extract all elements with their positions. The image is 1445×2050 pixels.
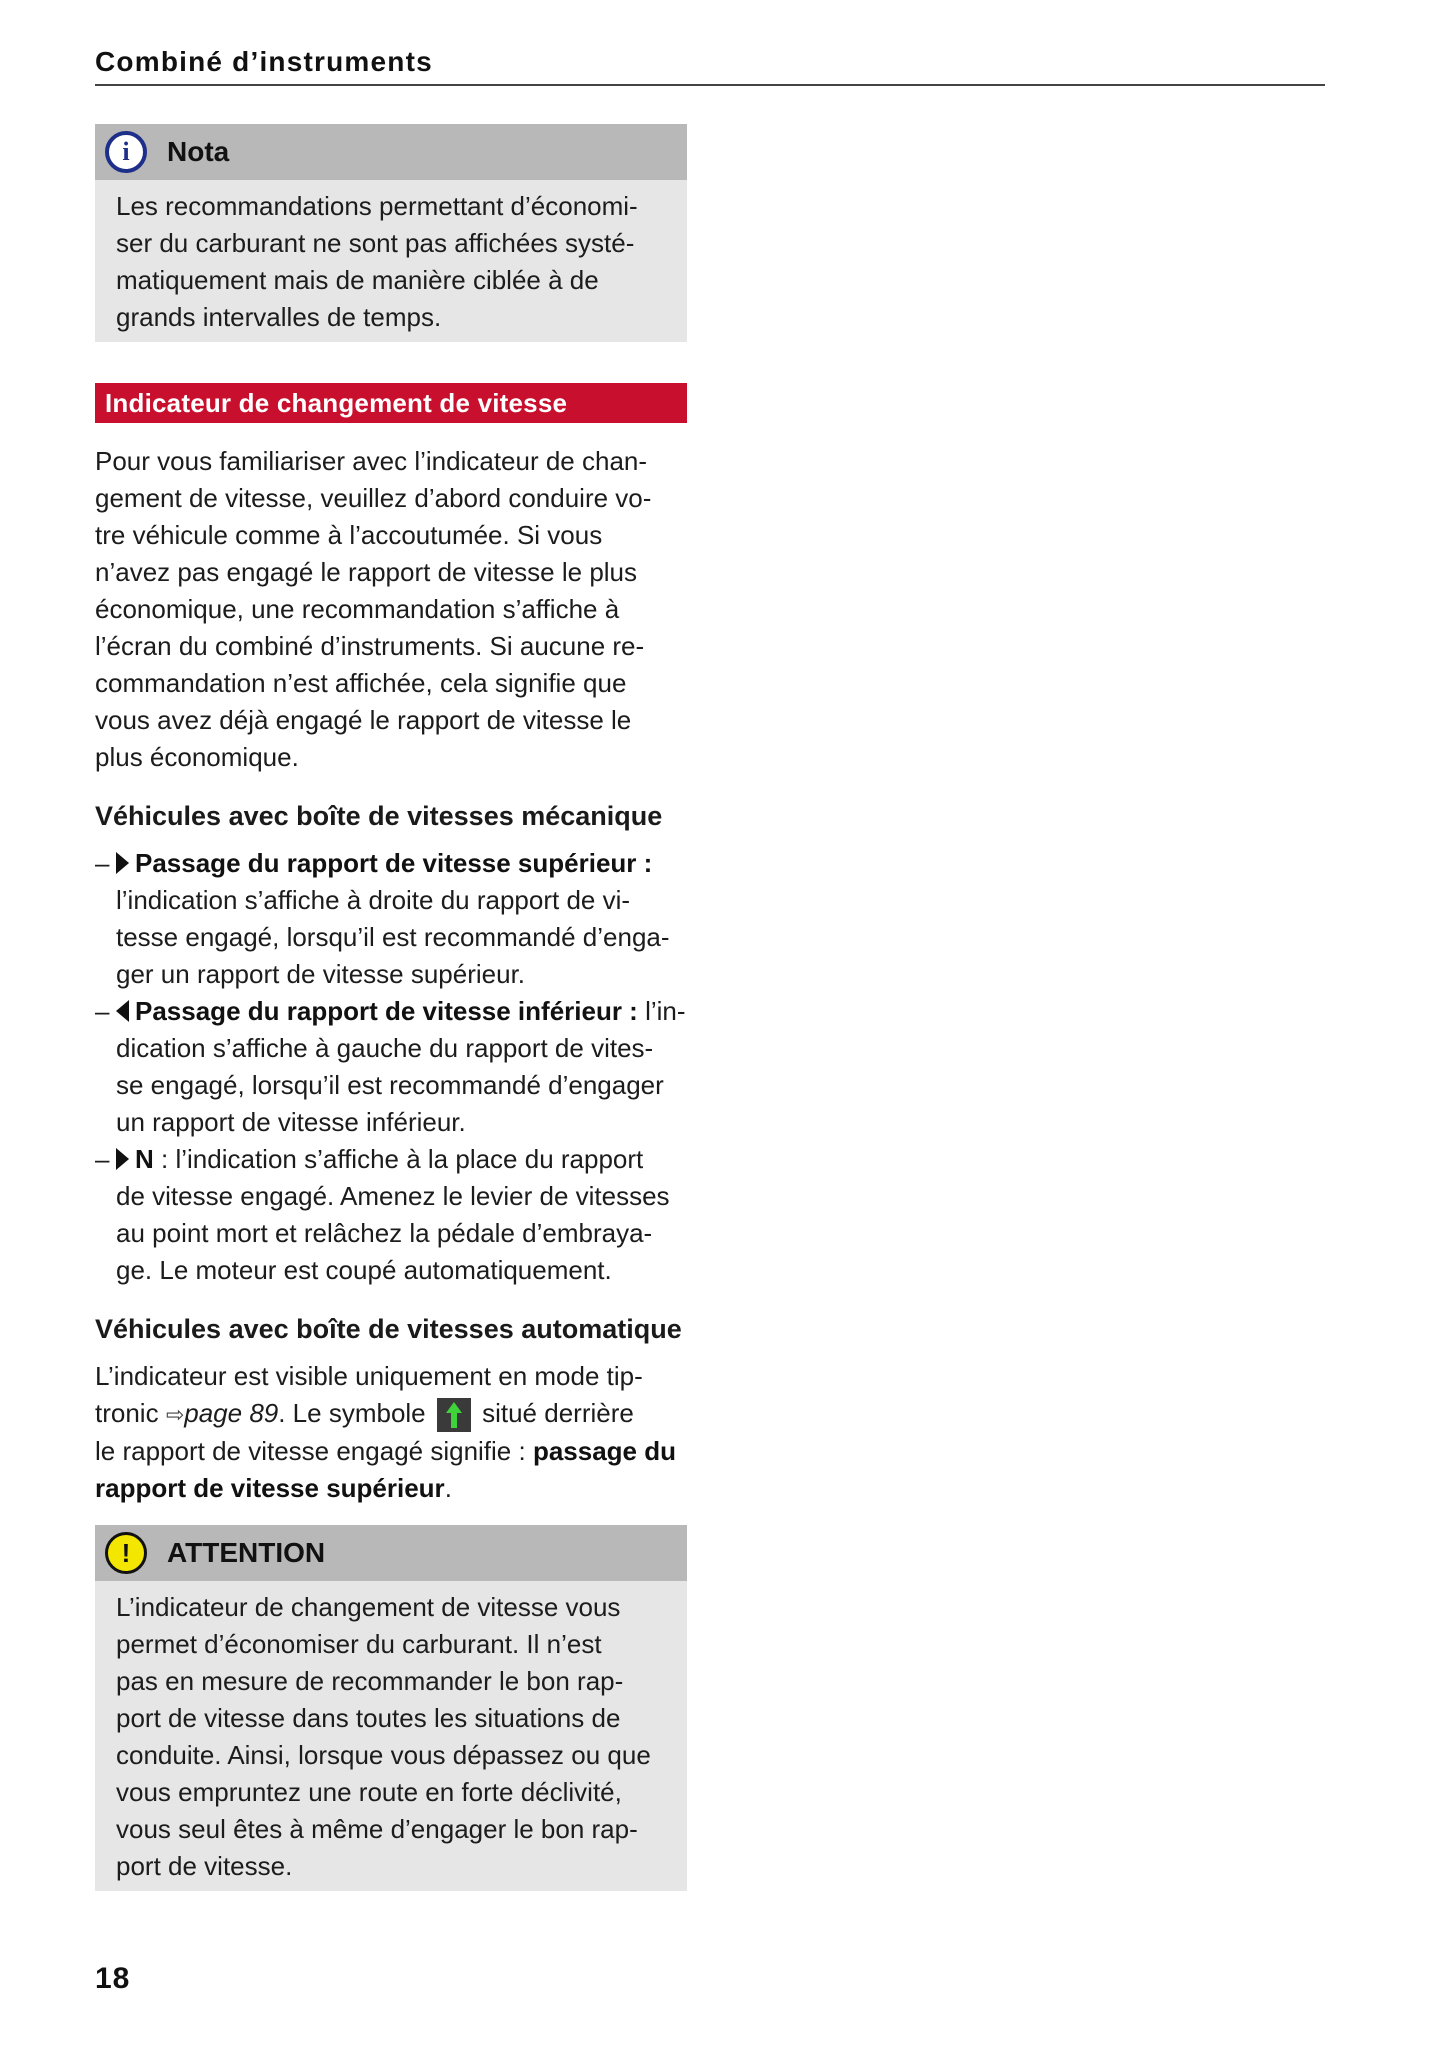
intro-line: vous avez déjà engagé le rapport de vitesse le	[95, 705, 632, 735]
list-item-label: Passage du rapport de vitesse inférieur :	[135, 996, 638, 1026]
auto-bold-text: rapport de vitesse supérieur	[95, 1473, 445, 1503]
main-column	[95, 124, 687, 1891]
attention-line: pas en mesure de recommander le bon rap-	[116, 1666, 624, 1696]
list-item-line: tesse engagé, lorsqu’il est recommandé d’enga-	[116, 922, 670, 952]
attention-line: vous empruntez une route en forte déclivité,	[116, 1777, 622, 1807]
header-divider	[95, 84, 1325, 86]
list-item-first-line	[116, 845, 687, 882]
intro-line: commandation n’est affichée, cela signifie que	[95, 668, 627, 698]
attention-line: conduite. Ainsi, lorsque vous dépassez ou que	[116, 1740, 651, 1770]
list-item-label: N	[135, 1144, 154, 1174]
dash-bullet: –	[95, 1144, 110, 1174]
automatic-gearbox-heading: Véhicules avec boîte de vitesses automatique	[95, 1314, 682, 1344]
intro-line: l’écran du combiné d’instruments. Si aucune re-	[95, 631, 645, 661]
note-box	[95, 124, 687, 342]
auto-text: situé derrière	[474, 1398, 634, 1428]
intro-line: tre véhicule comme à l’accoutumée. Si vous	[95, 520, 603, 550]
auto-line	[95, 1433, 687, 1470]
attention-line: port de vitesse.	[116, 1851, 293, 1881]
list-item-line: de vitesse engagé. Amenez le levier de vitesses	[116, 1181, 670, 1211]
intro-line: économique, une recommandation s’affiche à	[95, 594, 620, 624]
manual-gearbox-list	[95, 845, 687, 1289]
attention-line: port de vitesse dans toutes les situations de	[116, 1703, 621, 1733]
cross-reference-arrow-icon: ⇨	[165, 1402, 185, 1427]
triangle-right-icon	[116, 852, 129, 874]
list-item-line: dication s’affiche à gauche du rapport de vites-	[116, 1033, 654, 1063]
warning-icon: !	[105, 1532, 147, 1574]
note-line: matiquement mais de manière ciblée à de	[116, 265, 599, 295]
attention-line: permet d’économiser du carburant. Il n’est	[116, 1629, 602, 1659]
list-item-line: un rapport de vitesse inférieur.	[116, 1107, 466, 1137]
page-cross-reference-link[interactable]: page 89	[184, 1398, 279, 1428]
auto-line	[95, 1470, 687, 1507]
green-arrow-up-icon	[437, 1398, 471, 1432]
attention-line: vous seul êtes à même d’engager le bon rap-	[116, 1814, 638, 1844]
auto-text: tronic	[95, 1398, 166, 1428]
intro-line: gement de vitesse, veuillez d’abord conduire vo-	[95, 483, 652, 513]
intro-line: n’avez pas engagé le rapport de vitesse le plus	[95, 557, 638, 587]
auto-bold-text: passage du	[532, 1436, 676, 1466]
list-item-rest: : l’indication s’affiche à la place du rapport	[153, 1144, 644, 1174]
note-box-title: Nota	[167, 136, 230, 167]
running-head-title: Combiné d’instruments	[95, 46, 433, 77]
dash-bullet: –	[95, 848, 110, 878]
attention-box-title: ATTENTION	[167, 1537, 326, 1568]
intro-paragraph	[95, 443, 687, 776]
attention-line: L’indicateur de changement de vitesse vous	[116, 1592, 621, 1622]
note-line: grands intervalles de temps.	[116, 302, 442, 332]
auto-line	[95, 1395, 687, 1433]
note-box-header	[95, 124, 687, 180]
intro-line: plus économique.	[95, 742, 299, 772]
list-item-first-line	[116, 993, 687, 1030]
list-item-line: ger un rapport de vitesse supérieur.	[116, 959, 526, 989]
attention-box	[95, 1525, 687, 1891]
list-item-first-line	[116, 1141, 687, 1178]
list-item-line: au point mort et relâchez la pédale d’embraya-	[116, 1218, 653, 1248]
triangle-left-icon	[116, 1000, 129, 1022]
list-item	[95, 993, 687, 1141]
list-item	[95, 845, 687, 993]
attention-box-header	[95, 1525, 687, 1581]
intro-line: Pour vous familiariser avec l’indicateur de chan-	[95, 446, 648, 476]
page-number: 18	[95, 1962, 131, 1995]
list-item-rest: l’in-	[637, 996, 686, 1026]
attention-box-body	[95, 1581, 687, 1891]
auto-line: L’indicateur est visible uniquement en mode tip-	[95, 1361, 643, 1391]
list-item-label: Passage du rapport de vitesse supérieur :	[135, 848, 653, 878]
info-icon: i	[105, 131, 147, 173]
note-box-body	[95, 180, 687, 342]
note-line: Les recommandations permettant d’économi-	[116, 191, 638, 221]
automatic-gearbox-paragraph	[95, 1358, 687, 1507]
list-item	[95, 1141, 687, 1289]
list-item-line: l’indication s’affiche à droite du rapport de vi-	[116, 885, 631, 915]
manual-gearbox-heading: Véhicules avec boîte de vitesses mécanique	[95, 801, 663, 831]
note-line: ser du carburant ne sont pas affichées systé-	[116, 228, 635, 258]
list-item-line: se engagé, lorsqu’il est recommandé d’engager	[116, 1070, 664, 1100]
triangle-right-icon	[116, 1148, 129, 1170]
auto-text: . Le symbole	[278, 1398, 433, 1428]
list-item-line: ge. Le moteur est coupé automatiquement.	[116, 1255, 612, 1285]
dash-bullet: –	[95, 996, 110, 1026]
section-heading: Indicateur de changement de vitesse	[95, 383, 687, 423]
auto-text: .	[444, 1473, 452, 1503]
auto-text: le rapport de vitesse engagé signifie :	[95, 1436, 533, 1466]
